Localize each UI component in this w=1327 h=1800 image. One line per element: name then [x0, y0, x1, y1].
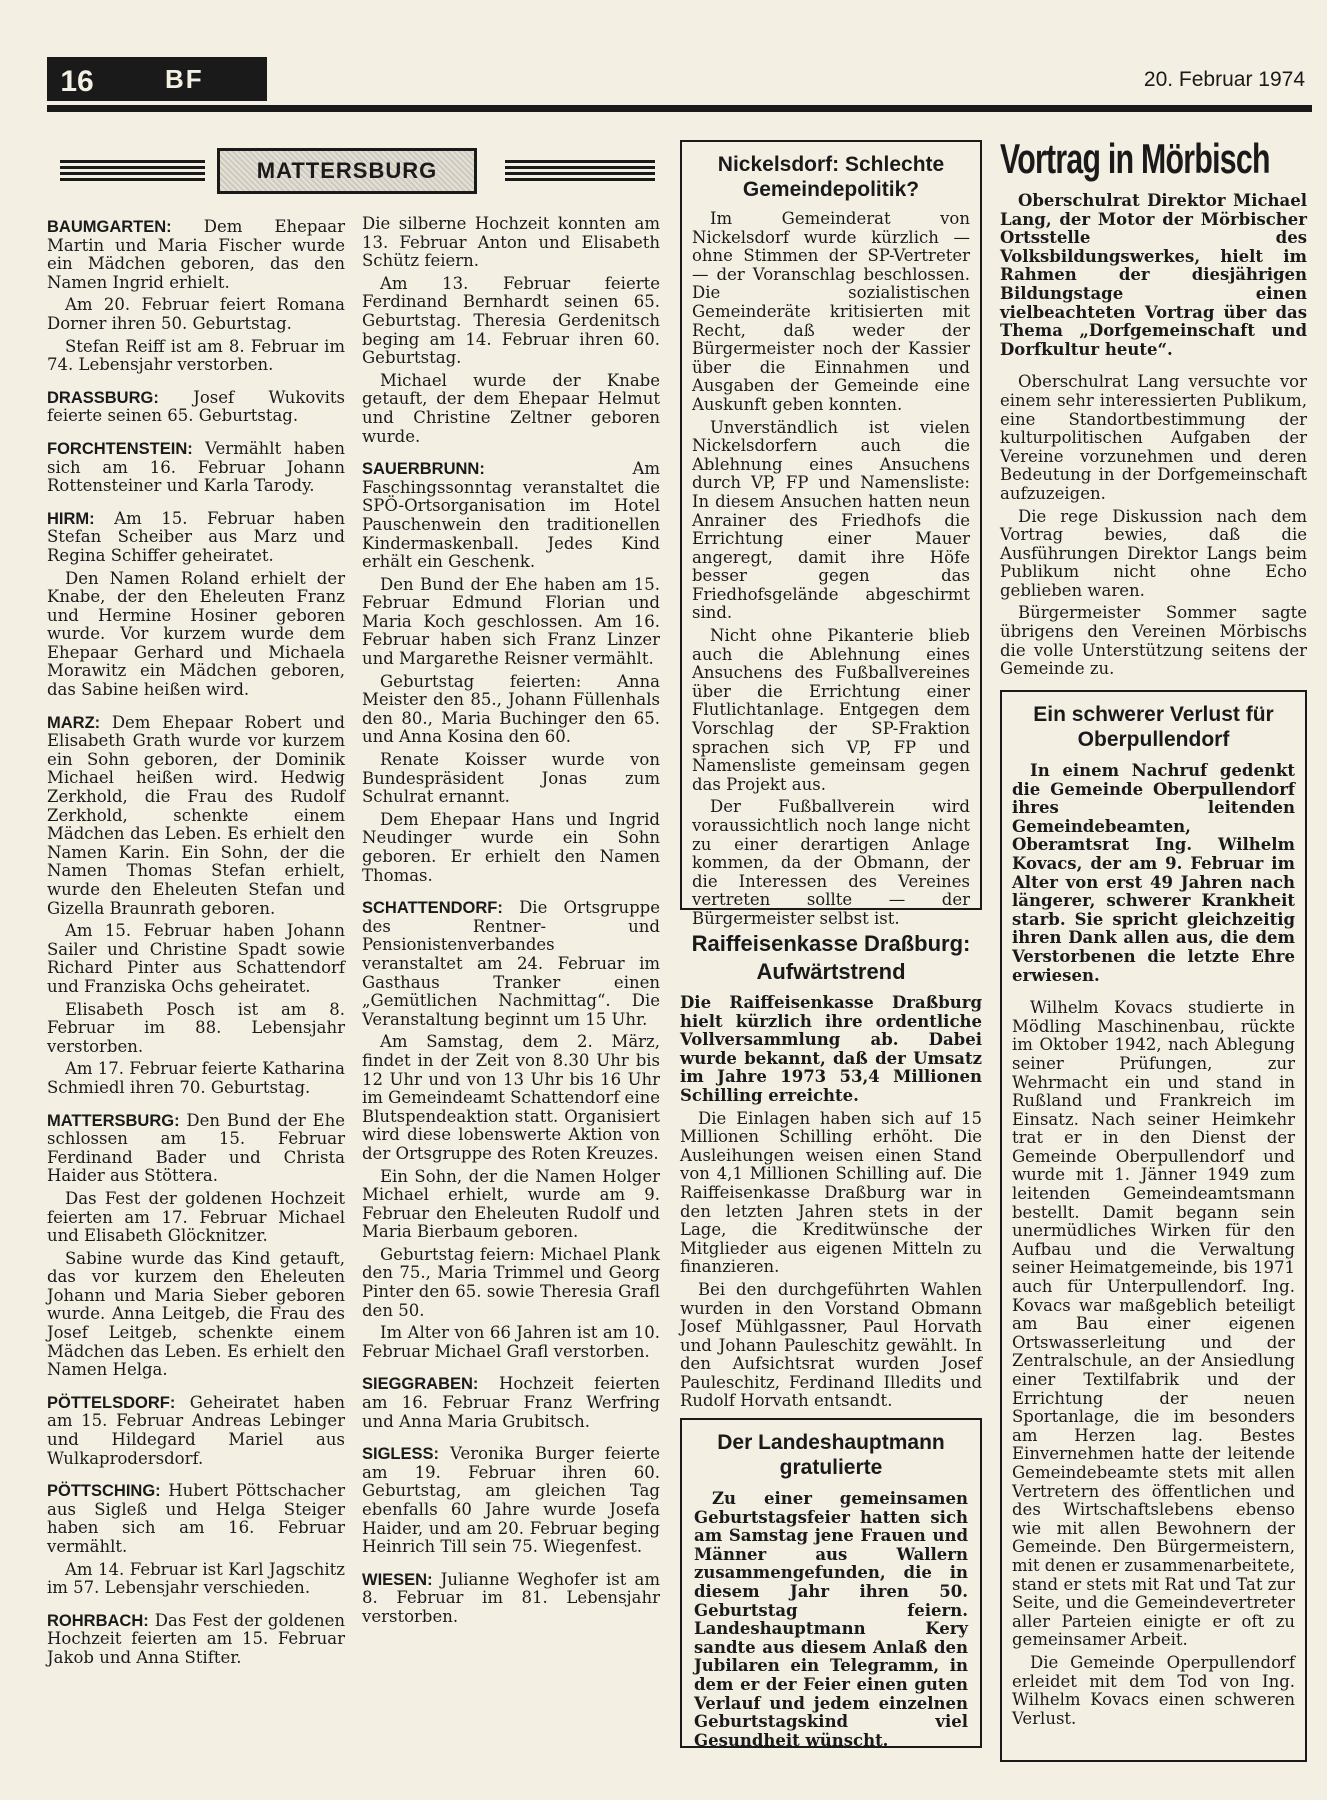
- item-text: Das Fest der goldenen Hochzeit feierten am 15. Februar Jakob und Anna Stifter.: [47, 1610, 345, 1667]
- paragraph: Die rege Diskussion nach dem Vortrag bewies, daß die Ausführungen Direktor Langs beim Publikum nicht ohne Echo geblieben waren.: [1000, 506, 1307, 600]
- town-entry: [362, 1571, 660, 1627]
- news-item: [362, 215, 660, 271]
- moerbisch-title: Vortrag in Mörbisch: [1000, 135, 1270, 182]
- moerbisch-lead: Oberschulrat Direktor Michael Lang, der Motor der Mörbischer Ortsstelle des Volksbildungswerkes, hielt im Rahmen der diesjährigen Bildungstage einen vielbeachteten Vortrag über das Thema „Dorfgemeinschaft und Dorfkultur heute“.: [1000, 191, 1307, 359]
- nickelsdorf-body: [692, 210, 970, 929]
- town-name: DRASSBURG:: [47, 388, 159, 407]
- town-name: SIGLESS:: [362, 1445, 440, 1464]
- news-item: [47, 1060, 345, 1097]
- item-text: Geburtstag feierten: Anna Meister den 85., Johann Füllenhals den 80., Maria Buchinger den 65. und Anna Kosina den 60.: [362, 671, 660, 747]
- news-item: [362, 372, 660, 446]
- item-text: Ein Sohn, der die Namen Holger Michael erhielt, wurde am 9. Februar den Eheleuten Rudolf und Maria Bierbaum geboren.: [362, 1166, 660, 1242]
- paragraph: Der Fußballverein wird voraussichtlich noch lange nicht zu einer derartigen Anlage kommen, da der Obmann, der die Interessen des Vereines vertreten sollte — der Bürgermeister selbst ist.: [692, 797, 970, 928]
- news-item: [362, 1033, 660, 1163]
- town-entry: [47, 510, 345, 566]
- paragraph: Oberschulrat Lang versuchte vor einem sehr interessierten Publikum, eine Standortbestimmung der kulturpolitischen Aufgaben der Vereine vorzunehmen und deren Bedeutung in der Dorfgemeinschaft aufzuzeigen.: [1000, 372, 1307, 503]
- oberpullendorf-title: Ein schwerer Verlust für Oberpullendorf: [1033, 703, 1274, 751]
- paragraph: Unverständlich ist vielen Nickelsdorfern auch die Ablehnung eines Ansuchens durch VP, FP und Namensliste: In diesem Ansuchen hatten neun Anrainer des Friedhofs die Errichtung einer Mauer angeregt, damit ihre Höfe besser gegen das Friedhofsgelände abgeschirmt sind.: [692, 417, 970, 623]
- item-text: Am 20. Februar feiert Romana Dorner ihren 50. Geburtstag.: [47, 295, 345, 333]
- item-text: Am 15. Februar haben Stefan Scheiber aus Marz und Regina Schiffer geheiratet.: [47, 508, 345, 565]
- nickelsdorf-article: [680, 140, 982, 928]
- town-name: HIRM:: [47, 509, 95, 528]
- news-item: [47, 296, 345, 333]
- landeshauptmann-body: [694, 1490, 968, 1750]
- item-text: Vermählt haben sich am 16. Februar Johann Rottensteiner und Karla Tarody.: [47, 438, 346, 496]
- item-text: Stefan Reiff ist am 8. Februar im 74. Lebensjahr verstorben.: [47, 336, 345, 375]
- item-text: Michael wurde der Knabe getauft, der dem Ehepaar Helmut und Christine Zeltner geboren wurde.: [362, 370, 660, 446]
- header-rule: [47, 105, 1312, 112]
- news-item: [47, 1001, 345, 1057]
- paragraph: Nicht ohne Pikanterie blieb auch die Ablehnung eines Ansuchens des Fußballvereines über die Errichtung einer Flutlichtanlage. Entgegen dem Vorschlag der SP-Fraktion sprachen sich VP, FP und Namensliste gemeinsam gegen das Projekt aus.: [692, 626, 970, 794]
- banner-stripes-right: [505, 160, 655, 182]
- section-label: BF: [107, 57, 267, 101]
- town-name: BAUMGARTEN:: [47, 218, 172, 236]
- town-name: SCHATTENDORF:: [362, 899, 503, 918]
- item-text: Am Samstag, dem 2. März, findet in der Zeit von 8.30 Uhr bis 12 Uhr und von 13 Uhr bis 16 Uhr im Gemeindeamt Schattendorf eine Blutspendeaktion statt. Organisiert wird diese lobenswerte Aktion von der Ortsgruppe des Roten Kreuzes.: [362, 1032, 660, 1163]
- town-entry: [362, 1445, 660, 1557]
- town-entry: [362, 1375, 660, 1431]
- item-text: Den Bund der Ehe schlossen am 15. Februar Ferdinand Bader und Christa Haider aus Stöttera.: [47, 1110, 345, 1186]
- mattersburg-column-1: [47, 218, 345, 1672]
- item-text: Dem Ehepaar Hans und Ingrid Neudinger wurde ein Sohn geboren. Er erhielt den Namen Thomas.: [362, 809, 660, 885]
- banner-stripes-left: [60, 160, 205, 182]
- item-text: Veronika Burger feierte am 19. Februar ihren 60. Geburtstag, am gleichen Tag ebenfalls 60 Jahre wurde Josefa Haider, und am 20. Februar beging Heinrich Till sein 75. Wiegenfest.: [362, 1444, 660, 1557]
- item-text: Sabine wurde das Kind getauft, das vor kurzem den Eheleuten Johann und Maria Sieber geboren wurde. Anna Leitgeb, die Frau des Josef Leitgeb, schenkte einem Mädchen das Leben. Es erhielt den Namen Helga.: [47, 1248, 345, 1380]
- paragraph: Im Gemeinderat von Nickelsdorf wurde kürzlich — ohne Stimmen der SP-Vertreter — der Voranschlag beschlossen. Die sozialistischen Gemeinderäte kritisierten mit Recht, daß weder der Bürgermeister noch der Kassier über die Einnahmen und Ausgaben der Gemeinde eine Auskunft geben konnten.: [692, 209, 970, 414]
- news-item: [47, 570, 345, 700]
- paragraph: Bürgermeister Sommer sagte übrigens den Vereinen Mörbischs die volle Unterstützung seitens der Gemeinde zu.: [1000, 603, 1307, 679]
- mattersburg-column-2: [362, 215, 660, 1631]
- town-entry: [47, 714, 345, 919]
- oberpullendorf-lead: In einem Nachruf gedenkt die Gemeinde Oberpullendorf ihres leitenden Gemeindebeamten, Oberamtsrat Ing. Wilhelm Kovacs, der am 9. Februar im Alter von erst 49 Jahren nach längerer, schwerer Krankheit starb. Sie spricht gleichzeitig ihren Dank allen aus, die dem Verstorbenen die letzte Ehre erwiesen.: [1012, 761, 1295, 985]
- page-number: 16: [47, 57, 107, 101]
- news-item: [47, 1250, 345, 1380]
- town-entry: [47, 1112, 345, 1186]
- paragraph: Bei den durchgeführten Wahlen wurden in den Vorstand Obmann Josef Mühlgassner, Paul Horvath und Johann Pauleschitz gewählt. In den Aufsichtsrat wurden Josef Pauleschitz, Ferdinand Illedits und Rudolf Horvath entsandt.: [680, 1279, 982, 1411]
- town-name: PÖTTSCHING:: [47, 1482, 161, 1501]
- mattersburg-banner: MATTERSBURG: [217, 148, 477, 194]
- raiffeisen-title: Raiffeisenkasse Draßburg: Aufwärtstrend: [691, 931, 971, 984]
- item-text: Am 15. Februar haben Johann Sailer und Christine Spadt sowie Richard Pinter aus Schattendorf und Franziska Ochs geheiratet.: [47, 921, 345, 996]
- town-entry: [47, 1612, 345, 1668]
- item-text: Dem Ehepaar Martin und Maria Fischer wurde ein Mädchen geboren, das den Namen Ingrid erhielt.: [47, 217, 345, 292]
- news-item: [362, 576, 660, 669]
- item-text: Im Alter von 66 Jahren ist am 10. Februar Michael Grafl verstorben.: [362, 1323, 660, 1361]
- paragraph: Die Gemeinde Operpullendorf erleidet mit dem Tod von Ing. Wilhelm Kovacs einen schweren Verlust.: [1012, 1652, 1295, 1728]
- news-item: [362, 275, 660, 368]
- town-name: WIESEN:: [362, 1570, 433, 1589]
- item-text: Die Ortsgruppe des Rentner- und Pensionistenverbandes veranstaltet am 24. Februar im Gasthaus Tranker einen „Gemütlichen Nachmittag“. Die Veranstaltung beginnt um 15 Uhr.: [362, 898, 661, 1029]
- item-text: Am 13. Februar feierte Ferdinand Bernhardt seinen 65. Geburtstag. Theresia Gerdenitsch beging am 14. Februar ihren 60. Geburtstag.: [362, 273, 660, 368]
- town-name: PÖTTELSDORF:: [47, 1393, 176, 1412]
- landeshauptmann-title: Der Landeshauptmann gratulierte: [717, 1431, 945, 1479]
- town-entry: [47, 218, 345, 292]
- news-item: [362, 1324, 660, 1361]
- town-name: ROHRBACH:: [47, 1611, 149, 1630]
- oberpullendorf-article: [1000, 690, 1307, 1762]
- moerbisch-body: [1000, 192, 1307, 679]
- item-text: Julianne Weghofer ist am 8. Februar im 81. Lebensjahr verstorben.: [362, 1569, 660, 1626]
- news-item: [362, 751, 660, 807]
- town-entry: [47, 389, 345, 426]
- moerbisch-article: [1000, 134, 1307, 683]
- item-text: Geburtstag feiern: Michael Plank den 75., Maria Trimmel und Georg Pinter den 65. sowie Theresia Grafl den 50.: [362, 1244, 660, 1320]
- item-text: Den Namen Roland erhielt der Knabe, der den Eheleuten Franz und Hermine Hosiner geboren wurde. Vor kurzem wurde dem Ehepaar Gerhard und Michaela Morawitz ein Mädchen geboren, das Sabine heißen wird.: [47, 568, 345, 700]
- news-item: [362, 811, 660, 885]
- item-text: Geheiratet haben am 15. Februar Andreas Lebinger und Hildegard Mariel aus Wulkaprodersdorf.: [47, 1392, 346, 1468]
- news-item: [47, 922, 345, 996]
- item-text: Am 14. Februar ist Karl Jagschitz im 57. Lebensjahr verschieden.: [47, 1559, 345, 1598]
- town-name: SAUERBRUNN:: [362, 460, 485, 479]
- news-item: [47, 338, 345, 375]
- town-entry: [362, 899, 660, 1029]
- news-item: [362, 1246, 660, 1320]
- item-text: Dem Ehepaar Robert und Elisabeth Grath wurde vor kurzem ein Sohn geboren, der Dominik Michael heißen wird. Hedwig Zerkhold, die Frau des Rudolf Zerkhold, schenkte einem Mädchen das Leben. Es erhielt den Namen Karin. Ein Sohn, der die Namen Thomas Stefan erhielt, wurde den Eheleuten Stefan und Gizella Braunrath geboren.: [47, 712, 345, 918]
- item-text: Am Faschingssonntag veranstaltet die SPÖ-Ortsorganisation im Hotel Pauschenwein den traditionellen Kindermaskenball. Jedes Kind erhält ein Geschenk.: [362, 459, 660, 572]
- paragraph: Die Einlagen haben sich auf 15 Millionen Schilling erhöht. Die Ausleihungen weisen einen Stand von 4,1 Millionen Schilling auf. Die Raiffeisenkasse Draßburg war in den letzten Jahren stets in der Lage, die Kreditwünsche der Mitglieder aus eigenen Mitteln zu finanzieren.: [680, 1108, 982, 1277]
- town-name: MATTERSBURG:: [47, 1111, 180, 1130]
- news-item: [47, 1561, 345, 1598]
- landeshauptmann-article: [680, 1418, 982, 1748]
- item-text: Hochzeit feierten am 16. Februar Franz Werfring und Anna Maria Grubitsch.: [362, 1374, 660, 1431]
- nickelsdorf-title: Nickelsdorf: Schlechte Gemeindepolitik?: [717, 153, 945, 201]
- town-entry: [47, 1482, 345, 1556]
- item-text: Den Bund der Ehe haben am 15. Februar Edmund Florian und Maria Koch geschlossen. Am 16. Februar haben sich Franz Linzer und Margarethe Reisner vermählt.: [362, 574, 660, 669]
- news-item: [47, 1190, 345, 1246]
- item-text: Renate Koisser wurde von Bundespräsident Jonas zum Schulrat ernannt.: [362, 750, 660, 807]
- town-entry: [47, 1394, 345, 1468]
- item-text: Elisabeth Posch ist am 8. Februar im 88. Lebensjahr verstorben.: [47, 999, 345, 1056]
- item-text: Die silberne Hochzeit konnten am 13. Februar Anton und Elisabeth Schütz feiern.: [362, 214, 660, 271]
- raiffeisen-article: [680, 930, 982, 1415]
- town-entry: [47, 440, 345, 496]
- town-name: MARZ:: [47, 713, 101, 732]
- news-item: [362, 673, 660, 747]
- item-text: Josef Wukovits feierte seinen 65. Geburtstag.: [47, 387, 345, 426]
- raiffeisen-lead: Die Raiffeisenkasse Draßburg hielt kürzlich ihre ordentliche Vollversammlung ab. Dabei wurde bekannt, daß der Umsatz im Jahre 1973 53,4 Millionen Schilling erreichte.: [680, 993, 982, 1105]
- issue-date: 20. Februar 1974: [1143, 68, 1305, 91]
- item-text: Das Fest der goldenen Hochzeit feierten am 17. Februar Michael und Elisabeth Glöcknitzer.: [47, 1188, 345, 1246]
- town-name: SIEGGRABEN:: [362, 1375, 479, 1394]
- oberpullendorf-body: [1012, 762, 1295, 1728]
- item-text: Am 17. Februar feierte Katharina Schmiedl ihren 70. Geburtstag.: [47, 1059, 345, 1097]
- item-text: Hubert Pöttschacher aus Sigleß und Helga Steiger haben sich am 16. Februar vermählt.: [47, 1481, 345, 1556]
- town-name: FORCHTENSTEIN:: [47, 439, 193, 458]
- town-entry: [362, 460, 660, 572]
- raiffeisen-body: [680, 994, 982, 1411]
- news-item: [362, 1168, 660, 1242]
- landeshauptmann-text: Zu einer gemeinsamen Geburtstagsfeier hatten sich am Samstag jene Frauen und Männer aus Wallern zusammengefunden, die in diesem Jahr ihren 50. Geburtstag feiern. Landeshauptmann Kery sandte aus diesem Anlaß den Jubilaren ein Telegramm, in dem er der Feier einen guten Verlauf und jedem einzelnen Geburtstagskind viel Gesundheit wünscht.: [694, 1489, 968, 1750]
- paragraph: Wilhelm Kovacs studierte in Mödling Maschinenbau, rückte im Oktober 1942, nach Ablegung seiner Prüfungen, zur Wehrmacht ein und stand in Rußland und Frankreich im Einsatz. Nach seiner Heimkehr trat er in den Dienst der Gemeinde Oberpullendorf und wurde mit 1. Jänner 1949 zum leitenden Gemeindeamtsmann bestellt. Damit begann sein unermüdliches Wirken für den Aufbau und die Verwaltung seiner Heimatgemeinde, bis 1971 auch für Unterpullendorf. Ing. Kovacs war maßgeblich beteiligt am Bau einer eigenen Ortswasserleitung und der Zentralschule, an der Ansiedlung einer Textilfabrik und der Errichtung der neuen Sportanlage, die im besonders am Herzen lag. Bestes Einvernehmen hatte der leitende Gemeindebeamte stets mit allen Vertretern des öffentlichen und des Wirtschaftslebens ebenso wie mit allen Bewohnern der Gemeinde. Den Bürgermeistern, mit denen er zusammenarbeitete, stand er stets mit Rat und Tat zur Seite, und die Gemeindevertreter aller Parteien einigte er oft zu gemeinsamer Arbeit.: [1012, 998, 1295, 1650]
